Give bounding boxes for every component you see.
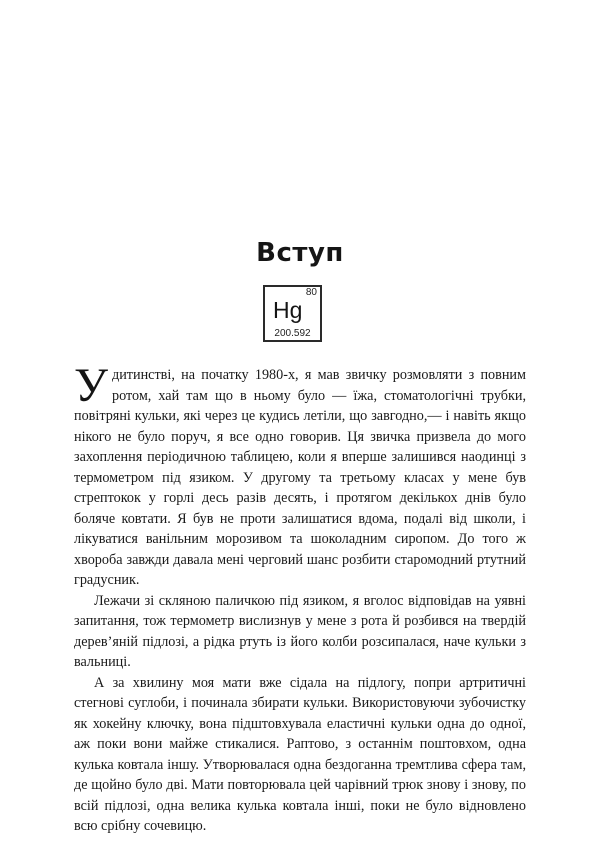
element-symbol: Hg: [273, 297, 303, 323]
atomic-mass: 200.592: [274, 328, 311, 339]
mercury-element-tile: [263, 285, 322, 342]
atomic-number: 80: [305, 287, 317, 298]
paragraph-1-text: дитинстві, на початку 1980-х, я мав звичку розмовляти з повним ротом, хай там що в ньому було — їжа, стоматологічні трубки, повітряні кульки, які через це кудись летіли, що завгодно,— і навіть якщо нікого не було поруч, я все одно говорив. Ця звичка призвела до мого захоплення періодичною таблицею, коли я вперше залишився наодинці з термометром під язиком. У другому та третьому класах у мене був стрептокок у горлі десь разів десять, і протягом декількох днів було боляче ковтати. Я був не проти залишатися вдома, подалі від школи, і лікуватися ванільним морозивом та шоколадним сиропом. До того ж хвороба завжди давала мені черговий шанс розбити старомодний ртутний градусник.: [74, 367, 526, 588]
chapter-title: Вступ: [256, 238, 344, 268]
paragraph-1: [74, 359, 526, 591]
paragraph-2: Лежачи зі скляною паличкою під язиком, я вголос відповідав на уявні запитання, тож термометр вислизнув у мене з рота й розбився на твердій дерев’яній підлозі, а рідка ртуть із його колби розсипалася, наче кульки з вальниці.: [74, 592, 526, 670]
drop-cap: У: [74, 359, 108, 412]
chapter-body: [74, 359, 526, 837]
paragraph-3: А за хвилину моя мати вже сідала на підлогу, попри артритичні стегнові суглоби, і починала збирати кульки. Використовуючи зубочистку як хокейну ключку, вона підштовхувала еластичні кульки одна до одної, аж поки вони майже стикалися. Раптово, з останнім поштовхом, одна кулька ковтала іншу. Утворювалася одна бездоганна тремтлива сфера там, де щойно було дві. Мати повторювала цей чарівний трюк знову і знову, по всій підлозі, одна велика кулька ковтала інші, поки не було відновлено всю срібну сочевицю.: [74, 674, 526, 834]
